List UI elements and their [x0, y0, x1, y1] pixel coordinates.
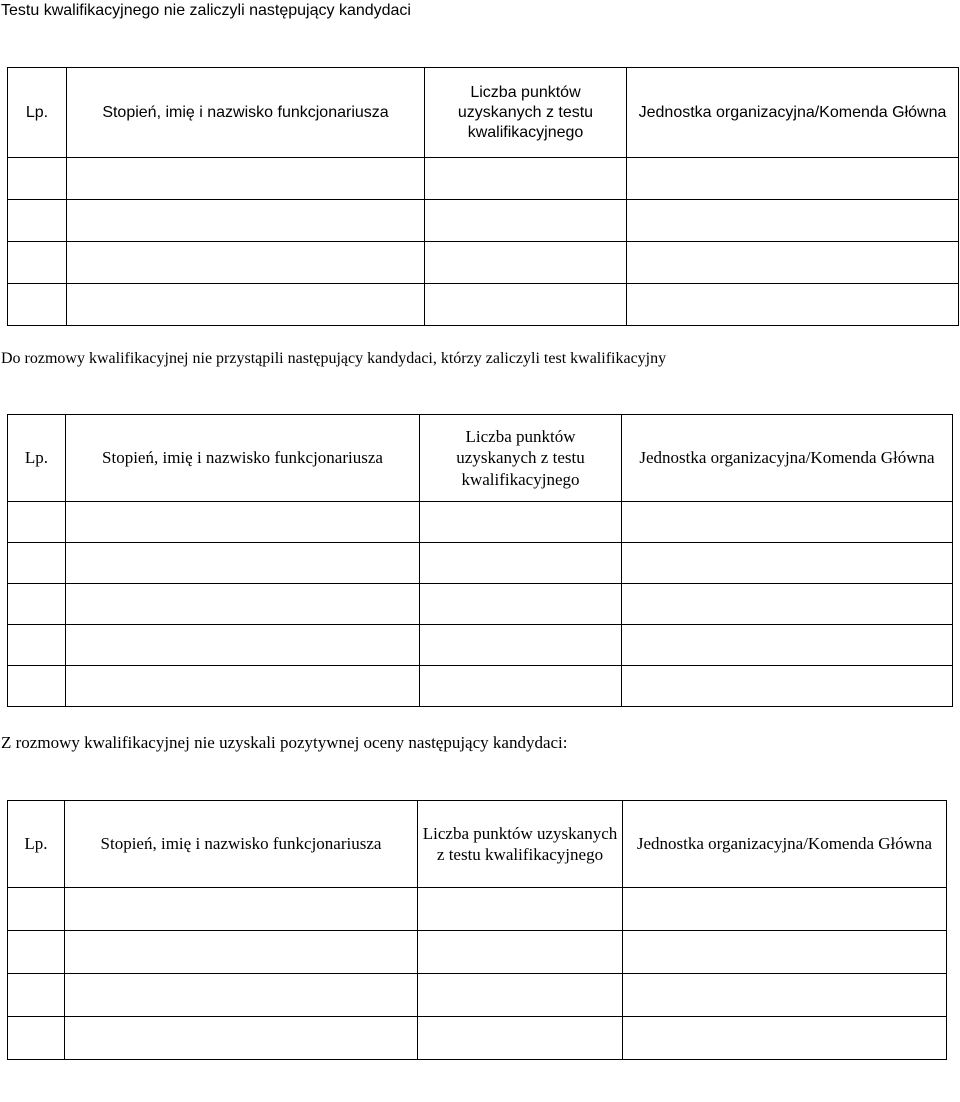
cell-points: [418, 931, 623, 974]
failed-test-table: [7, 67, 959, 326]
column-header-name: Stopień, imię i nazwisko funkcjonariusza: [67, 68, 425, 158]
cell-name: [67, 158, 425, 200]
cell-unit: [622, 625, 953, 666]
column-header-lp: Lp.: [8, 68, 67, 158]
column-header-lp: Lp.: [8, 801, 65, 888]
cell-lp: [8, 502, 66, 543]
cell-name: [67, 242, 425, 284]
cell-unit: [623, 888, 947, 931]
cell-name: [66, 543, 420, 584]
cell-unit: [627, 284, 959, 326]
cell-points: [420, 584, 622, 625]
cell-points: [420, 543, 622, 584]
cell-points: [425, 200, 627, 242]
cell-points: [418, 974, 623, 1017]
cell-points: [425, 242, 627, 284]
cell-name: [66, 584, 420, 625]
table-row: [8, 543, 953, 584]
column-header-unit: Jednostka organizacyjna/Komenda Główna: [622, 415, 953, 502]
cell-name: [65, 974, 418, 1017]
cell-name: [66, 502, 420, 543]
cell-name: [67, 284, 425, 326]
cell-unit: [627, 242, 959, 284]
table-row: [8, 974, 947, 1017]
cell-points: [420, 625, 622, 666]
cell-name: [66, 625, 420, 666]
section-2-heading: Do rozmowy kwalifikacyjnej nie przystąpili następujący kandydaci, którzy zaliczyli test kwalifikacyjny: [1, 350, 667, 367]
table-row: [8, 1017, 947, 1060]
table-row: [8, 242, 959, 284]
cell-points: [418, 1017, 623, 1060]
cell-unit: [623, 931, 947, 974]
cell-lp: [8, 543, 66, 584]
table-row: [8, 200, 959, 242]
column-header-name: Stopień, imię i nazwisko funkcjonariusza: [65, 801, 418, 888]
cell-lp: [8, 666, 66, 707]
cell-unit: [623, 974, 947, 1017]
column-header-points: Liczba punktów uzyskanych z testu kwalifikacyjnego: [425, 68, 627, 158]
cell-unit: [622, 666, 953, 707]
cell-lp: [8, 242, 67, 284]
cell-name: [65, 888, 418, 931]
table-row: [8, 284, 959, 326]
negative-interview-table: [7, 800, 947, 1060]
cell-lp: [8, 974, 65, 1017]
did-not-attend-table: [7, 414, 953, 707]
table-row: [8, 584, 953, 625]
section-3-heading: Z rozmowy kwalifikacyjnej nie uzyskali pozytywnej oceny następujący kandydaci:: [1, 733, 568, 752]
column-header-lp: Lp.: [8, 415, 66, 502]
column-header-points: Liczba punktów uzyskanych z testu kwalifikacyjnego: [418, 801, 623, 888]
table-header-row: [8, 68, 959, 158]
column-header-unit: Jednostka organizacyjna/Komenda Główna: [627, 68, 959, 158]
column-header-points: Liczba punktów uzyskanych z testu kwalifikacyjnego: [420, 415, 622, 502]
cell-lp: [8, 1017, 65, 1060]
cell-lp: [8, 200, 67, 242]
table-row: [8, 931, 947, 974]
section-1-heading: Testu kwalifikacyjnego nie zaliczyli następujący kandydaci: [1, 2, 411, 19]
cell-lp: [8, 158, 67, 200]
cell-unit: [622, 502, 953, 543]
cell-points: [425, 284, 627, 326]
table-row: [8, 888, 947, 931]
cell-lp: [8, 584, 66, 625]
table-row: [8, 625, 953, 666]
column-header-unit: Jednostka organizacyjna/Komenda Główna: [623, 801, 947, 888]
cell-points: [420, 502, 622, 543]
cell-lp: [8, 931, 65, 974]
cell-name: [66, 666, 420, 707]
table-row: [8, 158, 959, 200]
table-row: [8, 666, 953, 707]
column-header-name: Stopień, imię i nazwisko funkcjonariusza: [66, 415, 420, 502]
table-row: [8, 502, 953, 543]
cell-points: [420, 666, 622, 707]
cell-unit: [623, 1017, 947, 1060]
cell-lp: [8, 625, 66, 666]
cell-name: [65, 931, 418, 974]
cell-name: [67, 200, 425, 242]
cell-name: [65, 1017, 418, 1060]
table-header-row: [8, 415, 953, 502]
cell-lp: [8, 284, 67, 326]
table-header-row: [8, 801, 947, 888]
cell-points: [418, 888, 623, 931]
cell-unit: [627, 200, 959, 242]
cell-points: [425, 158, 627, 200]
cell-unit: [627, 158, 959, 200]
cell-unit: [622, 584, 953, 625]
cell-lp: [8, 888, 65, 931]
cell-unit: [622, 543, 953, 584]
